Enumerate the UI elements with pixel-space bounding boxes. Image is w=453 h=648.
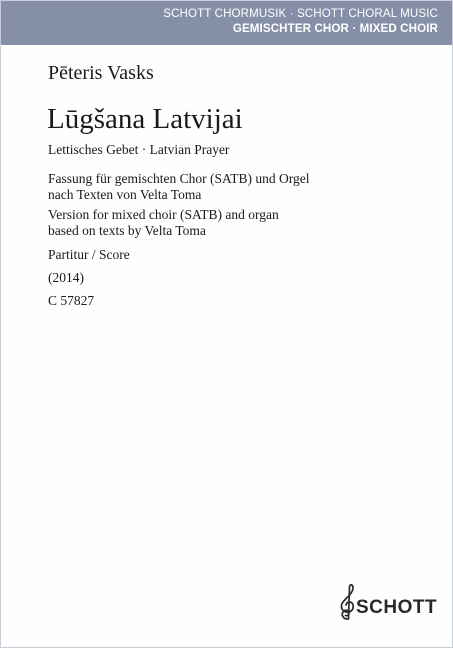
series-banner <box>1 1 452 45</box>
composer-name: Pēteris Vasks <box>48 62 154 84</box>
description-english <box>48 207 279 238</box>
edition-type: Partitur / Score <box>48 247 130 262</box>
series-label <box>163 6 438 36</box>
publisher-logo-text: SCHOTT <box>356 597 438 618</box>
work-title: Lūgšana Latvijai <box>47 103 243 135</box>
series-line-1: SCHOTT CHORMUSIK · SCHOTT CHORAL MUSIC <box>163 7 438 20</box>
description-german <box>48 171 309 202</box>
work-subtitle: Lettisches Gebet · Latvian Prayer <box>48 142 230 157</box>
description-english-line-1: Version for mixed choir (SATB) and organ <box>48 207 279 222</box>
composition-year: (2014) <box>48 270 84 285</box>
description-english-line-2: based on texts by Velta Toma <box>48 222 206 238</box>
catalog-number: C 57827 <box>48 293 95 308</box>
series-line-2: GEMISCHTER CHOR · MIXED CHOIR <box>232 22 438 35</box>
description-german-line-1: Fassung für gemischten Chor (SATB) und Orgel <box>48 171 310 186</box>
description-german-line-2: nach Texten von Velta Toma <box>48 186 202 202</box>
